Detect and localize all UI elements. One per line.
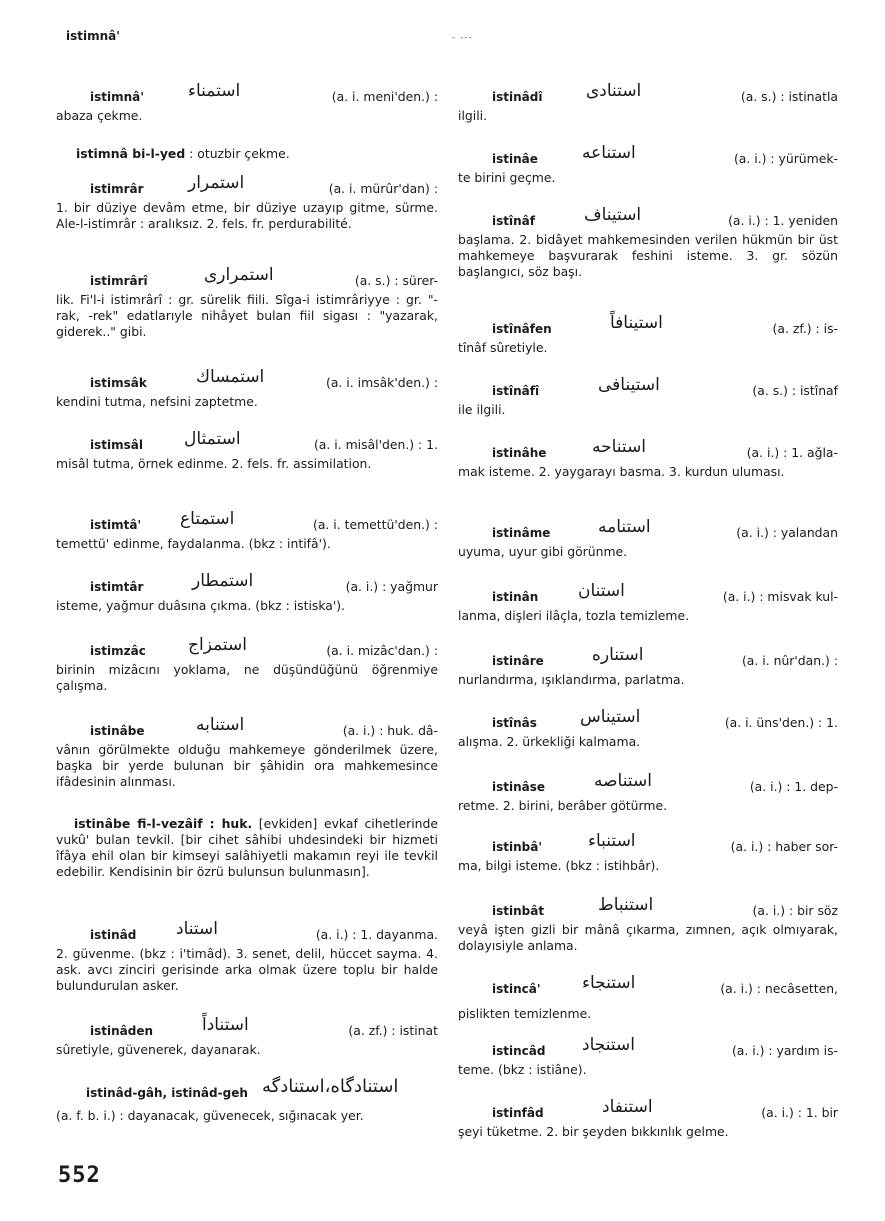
page-number: 552 <box>58 1163 101 1188</box>
grammar-note: (a. s.) : istînaf <box>752 383 838 398</box>
dictionary-entry <box>56 1015 438 1058</box>
arabic-spelling: استمرار <box>188 173 245 193</box>
definition: başlama. 2. bidâyet mahkemesinden verilen hükmün bir üst mahkemeye başvurarak feshini isteme. 3. gr. sözün başlangıcı, söz başı. <box>458 232 838 279</box>
arabic-spelling: استنباء <box>588 831 636 851</box>
dictionary-entry <box>458 313 838 356</box>
headword: istimsâl <box>90 438 143 452</box>
definition: nurlandırma, ışıklandırma, parlatma. <box>458 672 685 687</box>
headword: istimtâr <box>90 580 144 594</box>
grammar-note: (a. i.) : 1. dep- <box>749 779 838 794</box>
sub-entry-text: istimnâ bi-l-yed : otuzbir çekme. <box>76 146 290 161</box>
headword: istînâfî <box>492 384 540 398</box>
grammar-note: (a. i.) : huk. dâ- <box>342 723 438 738</box>
grammar-note: (a. i.) : yardım is- <box>731 1043 838 1058</box>
grammar-note: (a. i.) : bir söz <box>752 903 838 918</box>
arabic-spelling: استمساك <box>196 367 265 387</box>
definition: retme. 2. birini, berâber götürme. <box>458 798 668 813</box>
headword: istinâdî <box>492 90 543 104</box>
definition: tînâf sûretiyle. <box>458 340 548 355</box>
grammar-note: (a. i.) : 1. yeniden <box>728 213 838 228</box>
definition: uyuma, uyur gibi görünme. <box>458 544 628 559</box>
arabic-spelling: استمطار <box>192 571 254 591</box>
dictionary-entry <box>56 509 438 552</box>
grammar-note: (a. s.) : sürer- <box>354 273 438 288</box>
definition: ilgili. <box>458 108 488 123</box>
sub-entry-term: istimnâ bi-l-yed <box>76 146 186 161</box>
definition: temettü' edinme, faydalanma. (bkz : intifâ'). <box>56 536 331 551</box>
arabic-spelling: استنباط <box>598 895 654 915</box>
headword: istinbâ' <box>492 840 543 854</box>
definition: abaza çekme. <box>56 108 143 123</box>
arabic-spelling: استناره <box>592 645 644 665</box>
definition: şeyi tüketme. 2. bir şeyden bıkkınlık gelme. <box>458 1124 729 1139</box>
definition: pislikten temizlenme. <box>458 1006 592 1021</box>
grammar-note: (a. i. imsâk'den.) : <box>326 375 438 390</box>
arabic-spelling: استناعه <box>582 143 636 163</box>
arabic-spelling: استنادی <box>586 81 642 101</box>
dictionary-entry <box>56 367 438 410</box>
dictionary-entry <box>56 1076 438 1124</box>
definition: isteme, yağmur duâsına çıkma. (bkz : istiska'). <box>56 598 346 613</box>
header-mark: - --- <box>452 33 473 43</box>
arabic-spelling: استنجاء <box>582 973 636 993</box>
definition: birinin mizâcını yoklama, ne düşündüğünü öğrenmiye çalışma. <box>56 662 438 693</box>
dictionary-entry <box>458 437 838 480</box>
headword: istînâf <box>492 214 535 228</box>
dictionary-entry <box>458 645 838 688</box>
dictionary-entry <box>458 517 838 560</box>
definition: vânın görülmekte olduğu mahkemeye gönderilmek üzere, başka bir yerde bulunan bir şâhidin ora mahkemesince ifâdesinin alınması. <box>56 742 438 789</box>
definition: lanma, dişleri ilâçla, tozla temizleme. <box>458 608 690 623</box>
headword: istincâd <box>492 1044 546 1058</box>
arabic-spelling: استناصه <box>594 771 652 791</box>
grammar-note: (a. i.) : yağmur <box>345 579 438 594</box>
dictionary-entry <box>56 571 438 614</box>
grammar-note: (a. i. temettü'den.) : <box>312 517 438 532</box>
grammar-note: (a. i. mürûr'dan) : <box>328 181 438 196</box>
headword: istinâme <box>492 526 551 540</box>
headword: istinâd <box>90 928 137 942</box>
headword: istinâden <box>90 1024 154 1038</box>
arabic-spelling: استنجاد <box>582 1035 635 1055</box>
headword: istînâfen <box>492 322 552 336</box>
sub-entry <box>56 146 438 162</box>
arabic-spelling: استنامه <box>598 517 651 537</box>
definition: ile ilgili. <box>458 402 506 417</box>
arabic-spelling: استيناف <box>584 205 642 225</box>
dictionary-entry <box>458 1035 838 1078</box>
grammar-note: (a. i.) : haber sor- <box>730 839 838 854</box>
definition: 1. bir düziye devâm etme, bir düziye uzayıp gitme, sürme. Ale-l-istimrâr : aralıksız. 2. fels. fr. perdurabilité. <box>56 200 438 231</box>
arabic-spelling: استمثال <box>184 429 241 449</box>
headword: istinâhe <box>492 446 547 460</box>
definition: alışma. 2. ürkekliği kalmama. <box>458 734 641 749</box>
definition: te birini geçme. <box>458 170 556 185</box>
arabic-spelling: استيناس <box>580 707 641 727</box>
arabic-spelling: استنادگاه،استنادگه <box>262 1076 399 1097</box>
definition: lik. Fi'l-i istimrârî : gr. sürelik fiili. Sîga-i istimrâriyye : gr. "-rak, -rek" edatlarıyle nihâyet bulan fiil sigası : "yazarak, giderek.." gibi. <box>56 292 438 339</box>
dictionary-entry <box>56 81 438 124</box>
grammar-note: (a. i.) : 1. bir <box>761 1105 838 1120</box>
grammar-note: (a. i.) : yalandan <box>736 525 838 540</box>
definition: ma, bilgi isteme. (bkz : istihbâr). <box>458 858 660 873</box>
headword: istinbât <box>492 904 545 918</box>
dictionary-entry <box>56 635 438 694</box>
sub-entry: istinâbe fi-l-vezâif : huk. [evkiden] evkaf cihetlerinde vukû' bulan tevkil. [bir cihet sâhibi uhdesindeki bir hizmeti îfâya ehil olan bir kimseyi salâhiyetli makamın reyi ile tevkil edebilir. Kendisinin bir özrü bulunsun bulunmasın]. <box>56 816 438 879</box>
dictionary-entry <box>458 707 838 750</box>
definition: (a. f. b. i.) : dayanacak, güvenecek, sığınacak yer. <box>56 1108 364 1123</box>
arabic-spelling: استنان <box>578 581 625 601</box>
arabic-spelling: استنفاد <box>602 1097 653 1117</box>
grammar-note: (a. i. mizâc'dan.) : <box>326 643 438 658</box>
grammar-note: (a. zf.) : istinat <box>348 1023 438 1038</box>
headword: istimrârî <box>90 274 148 288</box>
running-head: istimnâ' <box>66 29 120 43</box>
headword: istincâ' <box>492 982 541 996</box>
grammar-note: (a. i. üns'den.) : 1. <box>724 715 838 730</box>
arabic-spelling: استينافاً <box>610 313 663 333</box>
dictionary-entry <box>458 143 838 186</box>
dictionary-entry <box>458 831 838 874</box>
arabic-spelling: استمتاع <box>180 509 235 529</box>
dictionary-entry <box>458 581 838 624</box>
headword: istimnâ' <box>90 90 144 104</box>
arabic-spelling: استمناء <box>188 81 241 101</box>
dictionary-entry <box>458 375 838 418</box>
headword: istimrâr <box>90 182 144 196</box>
definition: 2. güvenme. (bkz : i'timâd). 3. senet, delil, hüccet sayma. 4. ask. avcı zinciri gerisinde arka olmak üzere toplu bir halde bulundurulan asker. <box>56 946 438 993</box>
headword: istinâd-gâh, istinâd-geh <box>86 1086 248 1100</box>
dictionary-entry <box>458 771 838 814</box>
headword: istinâre <box>492 654 544 668</box>
grammar-note: (a. i.) : 1. dayanma. <box>315 927 438 942</box>
headword: istînâs <box>492 716 537 730</box>
arabic-spelling: استناحه <box>592 437 647 457</box>
dictionary-entry <box>56 715 438 790</box>
arabic-spelling: استناد <box>176 919 218 939</box>
grammar-note: (a. i.) : necâsetten, <box>720 981 838 996</box>
headword: istinâe <box>492 152 538 166</box>
definition: mak isteme. 2. yaygarayı basma. 3. kurdun uluması. <box>458 464 785 479</box>
definition: teme. (bkz : istiâne). <box>458 1062 587 1077</box>
dictionary-entry <box>56 429 438 472</box>
dictionary-entry <box>458 973 838 1022</box>
dictionary-entry <box>56 265 438 340</box>
dictionary-entry <box>458 1097 838 1140</box>
definition: sûretiyle, güvenerek, dayanarak. <box>56 1042 261 1057</box>
headword: istimzâc <box>90 644 146 658</box>
dictionary-entry <box>56 173 438 232</box>
headword: istinân <box>492 590 539 604</box>
arabic-spelling: استمراری <box>204 265 274 285</box>
dictionary-entry <box>458 895 838 954</box>
definition: kendini tutma, nefsini zaptetme. <box>56 394 258 409</box>
grammar-note: (a. i.) : misvak kul- <box>722 589 838 604</box>
grammar-note: (a. i. meni'den.) : <box>331 89 438 104</box>
headword: istinfâd <box>492 1106 544 1120</box>
grammar-note: (a. i. misâl'den.) : 1. <box>313 437 438 452</box>
grammar-note: (a. s.) : istinatla <box>740 89 838 104</box>
definition: misâl tutma, örnek edinme. 2. fels. fr. assimilation. <box>56 456 372 471</box>
grammar-note: (a. zf.) : is- <box>772 321 838 336</box>
dictionary-entry <box>56 919 438 994</box>
grammar-note: (a. i.) : 1. ağla- <box>746 445 838 460</box>
headword: istimsâk <box>90 376 147 390</box>
headword: istimtâ' <box>90 518 142 532</box>
arabic-spelling: استينافى <box>598 375 660 395</box>
dictionary-entry <box>458 205 838 280</box>
grammar-note: (a. i.) : yürümek- <box>733 151 838 166</box>
arabic-spelling: استناداً <box>202 1015 249 1035</box>
sub-entry-term: istinâbe fi-l-vezâif : huk. <box>74 816 253 831</box>
dictionary-entry <box>458 81 838 124</box>
definition: veyâ işten gizli bir mânâ çıkarma, zımnen, açık olmıyarak, dolayısiyle anlama. <box>458 922 838 953</box>
headword: istinâbe <box>90 724 145 738</box>
arabic-spelling: استنابه <box>196 715 245 735</box>
headword: istinâse <box>492 780 546 794</box>
grammar-note: (a. i. nûr'dan.) : <box>741 653 838 668</box>
arabic-spelling: استمزاج <box>188 635 248 655</box>
